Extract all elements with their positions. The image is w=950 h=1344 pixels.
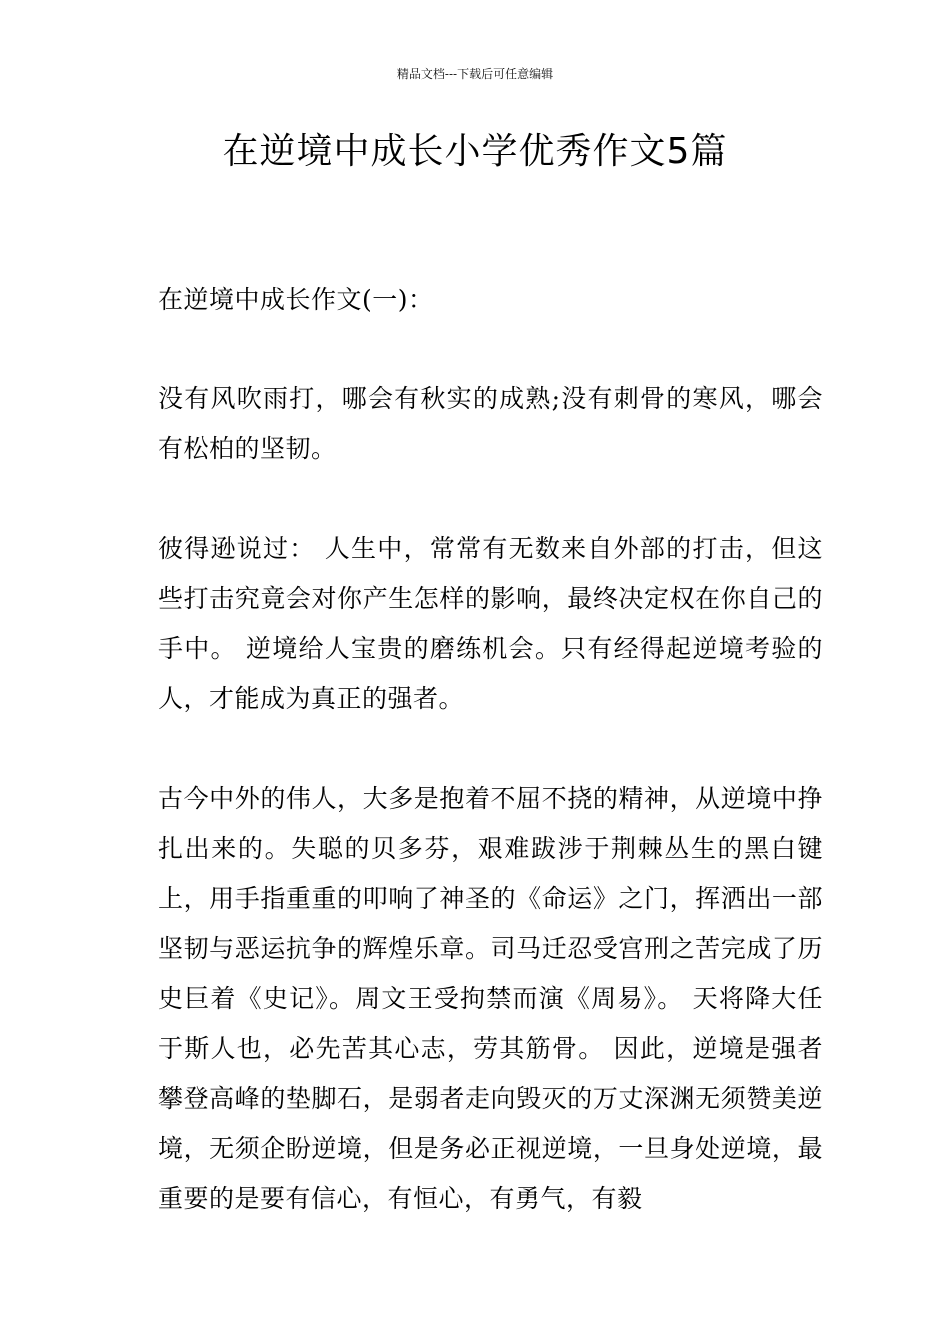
section-heading: 在逆境中成长作文(一)： [158,285,434,314]
paragraph-2: 彼得逊说过： 人生中，常常有无数来自外部的打击，但这些打击究竟会对你产生怎样的影响，最终决定权在你自己的手中。 逆境给人宝贵的磨练机会。只有经得起逆境考验的人，才能成为真正的强者。 [158,534,823,713]
header-note: 精品文档---下载后可任意编辑 [396,67,554,81]
paragraph-1: 没有风吹雨打，哪会有秋实的成熟;没有刺骨的寒风，哪会有松柏的坚韧。 [158,384,823,463]
paragraph-3: 古今中外的伟人，大多是抱着不屈不挠的精神，从逆境中挣扎出来的。失聪的贝多芬，艰难跋涉于荆棘丛生的黑白键上，用手指重重的叩响了神圣的《命运》之门，挥洒出一部坚韧与恶运抗争的辉煌乐章。司马迁忍受宫刑之苦完成了历史巨着《史记》。周文王受拘禁而演《周易》。 天将降大任于斯人也，必先苦其心志，劳其筋骨。 因此，逆境是强者攀登高峰的垫脚石，是弱者走向毁灭的万丈深渊无须赞美逆境，无须企盼逆境，但是务必正视逆境，一旦身处逆境，最重要的是要有信心，有恒心，有勇气，有毅 [158,784,823,1213]
document-title: 在逆境中成长小学优秀作文5篇 [222,131,728,172]
